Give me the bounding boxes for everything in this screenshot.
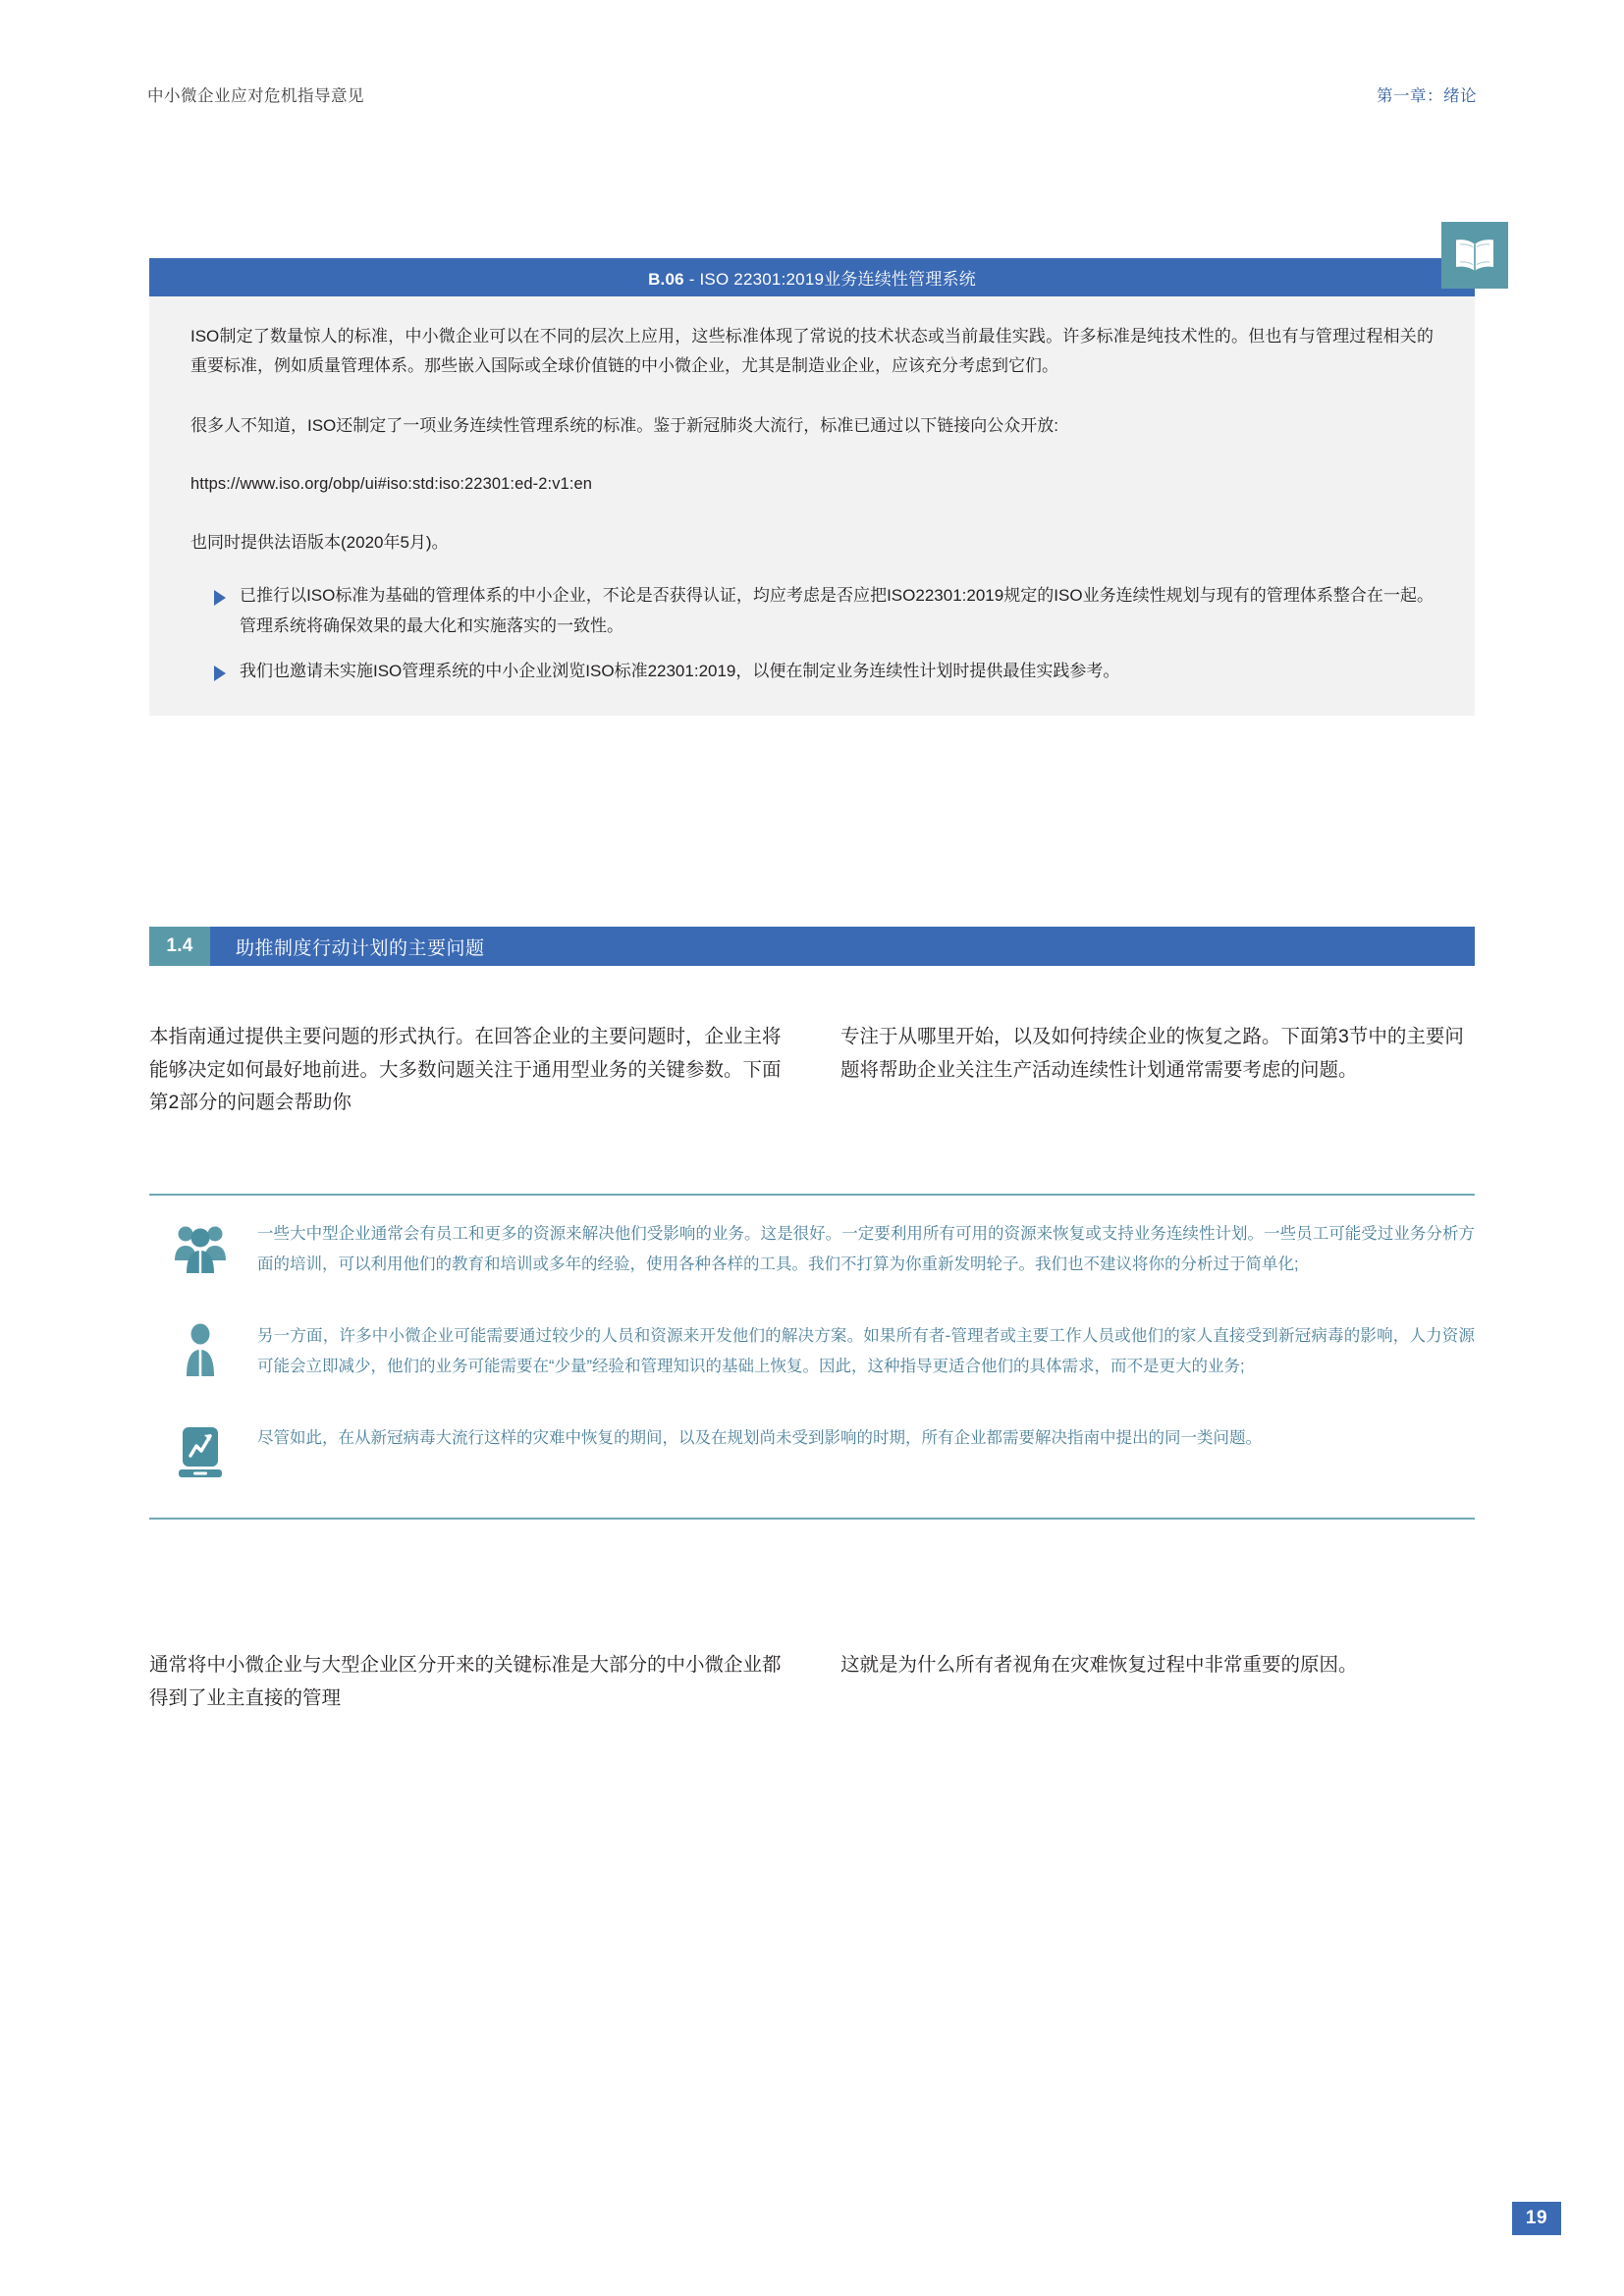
highlighted-notes-band: [149, 1194, 1475, 1520]
callout-box-b06: [149, 258, 1475, 716]
callout-body: [149, 296, 1475, 716]
triangle-bullet-icon: [214, 666, 226, 681]
list-item: [214, 657, 1434, 686]
page-number-badge: 19: [1512, 2202, 1561, 2235]
bullet-text-2: 我们也邀请未实施ISO管理系统的中小企业浏览ISO标准22301:2019，以便在制定业务连续性计划时提供最佳实践参考。: [240, 661, 1120, 680]
callout-paragraph-1: ISO制定了数量惊人的标准，中小微企业可以在不同的层次上应用，这些标准体现了常说的技术状态或当前最佳实践。许多标准是纯技术性的。但也有与管理过程相关的重要标准，例如质量管理体系。那些嵌入国际或全球价值链的中小微企业，尤其是制造业企业，应该充分考虑到它们。: [190, 327, 1434, 376]
callout-title: ISO 22301:2019业务连续性管理系统: [699, 270, 976, 289]
outro-text-right: 这就是为什么所有者视角在灾难恢复过程中非常重要的原因。: [840, 1654, 1358, 1676]
iso-standard-link[interactable]: https://www.iso.org/obp/ui#iso:std:iso:22301:ed-2:v1:en: [190, 474, 593, 493]
intro-column-right: [840, 1021, 1475, 1120]
intro-text-right: 专注于从哪里开始，以及如何持续企业的恢复之路。下面第3节中的主要问题将帮助企业关注生产活动连续性计划通常需要考虑的问题。: [840, 1026, 1464, 1081]
section-title: 助推制度行动计划的主要问题: [236, 937, 485, 959]
note-item-all-business: [149, 1419, 1475, 1496]
intro-column-left: [149, 1021, 784, 1120]
note-text-group: 一些大中型企业通常会有员工和更多的资源来解决他们受影响的业务。这是很好。一定要利用所有可用的资源来恢复或支持业务连续性计划。一些员工可能受过业务分析方面的培训，可以利用他们的教育和培训或多年的经验，使用各种各样的工具。我们不打算为你重新发明轮子。我们也不建议将你的分析过于简单化;: [257, 1225, 1475, 1274]
triangle-bullet-icon: [214, 590, 226, 606]
callout-paragraph-2: 很多人不知道，ISO还制定了一项业务连续性管理系统的标准。鉴于新冠肺炎大流行，标准已通过以下链接向公众开放:: [190, 415, 1059, 435]
list-item: [214, 581, 1434, 641]
note-item-individual: [149, 1317, 1475, 1394]
header-document-title: 中小微企业应对危机指导意见: [147, 87, 364, 105]
callout-code: B.06: [648, 270, 684, 289]
laptop-chart-icon: [163, 1419, 238, 1496]
intro-columns: [149, 1021, 1475, 1120]
callout-paragraph-4: 也同时提供法语版本(2020年5月)。: [190, 533, 449, 553]
note-text-all-business: 尽管如此，在从新冠病毒大流行这样的灾难中恢复的期间，以及在规划尚未受到影响的时期，所有企业都需要解决指南中提出的同一类问题。: [257, 1429, 1262, 1447]
section-number: 1.4: [149, 927, 210, 966]
outro-text-left: 通常将中小微企业与大型企业区分开来的关键标准是大部分的中小微企业都得到了业主直接的管理: [149, 1654, 782, 1709]
open-book-icon: [1441, 222, 1508, 289]
note-item-group: [149, 1215, 1475, 1292]
outro-column-right: [840, 1649, 1475, 1715]
outro-column-left: [149, 1649, 784, 1715]
header-chapter-label: 第一章：绪论: [1377, 87, 1477, 105]
callout-separator: -: [683, 270, 700, 289]
outro-columns: [149, 1649, 1475, 1715]
intro-text-left: 本指南通过提供主要问题的形式执行。在回答企业的主要问题时，企业主将能够决定如何最好地前进。大多数问题关注于通用型业务的关键参数。下面第2部分的问题会帮助你: [149, 1026, 782, 1114]
note-text-individual: 另一方面，许多中小微企业可能需要通过较少的人员和资源来开发他们的解决方案。如果所有者-管理者或主要工作人员或他们的家人直接受到新冠病毒的影响，人力资源可能会立即减少，他们的业务可能需要在“少量”经验和管理知识的基础上恢复。因此，这种指导更适合他们的具体需求，而不是更大的业务;: [257, 1327, 1475, 1376]
bullet-text-1: 已推行以ISO标准为基础的管理体系的中小企业，不论是否获得认证，均应考虑是否应把ISO22301:2019规定的ISO业务连续性规划与现有的管理体系整合在一起。管理系统将确保效果的最大化和实施落实的一致性。: [240, 586, 1434, 635]
section-heading-1-4: [149, 927, 1475, 966]
callout-header-bar: [149, 258, 1475, 296]
callout-header-text: [648, 265, 976, 290]
group-people-icon: [163, 1215, 238, 1292]
single-person-icon: [163, 1317, 238, 1394]
running-header: [147, 80, 1477, 108]
